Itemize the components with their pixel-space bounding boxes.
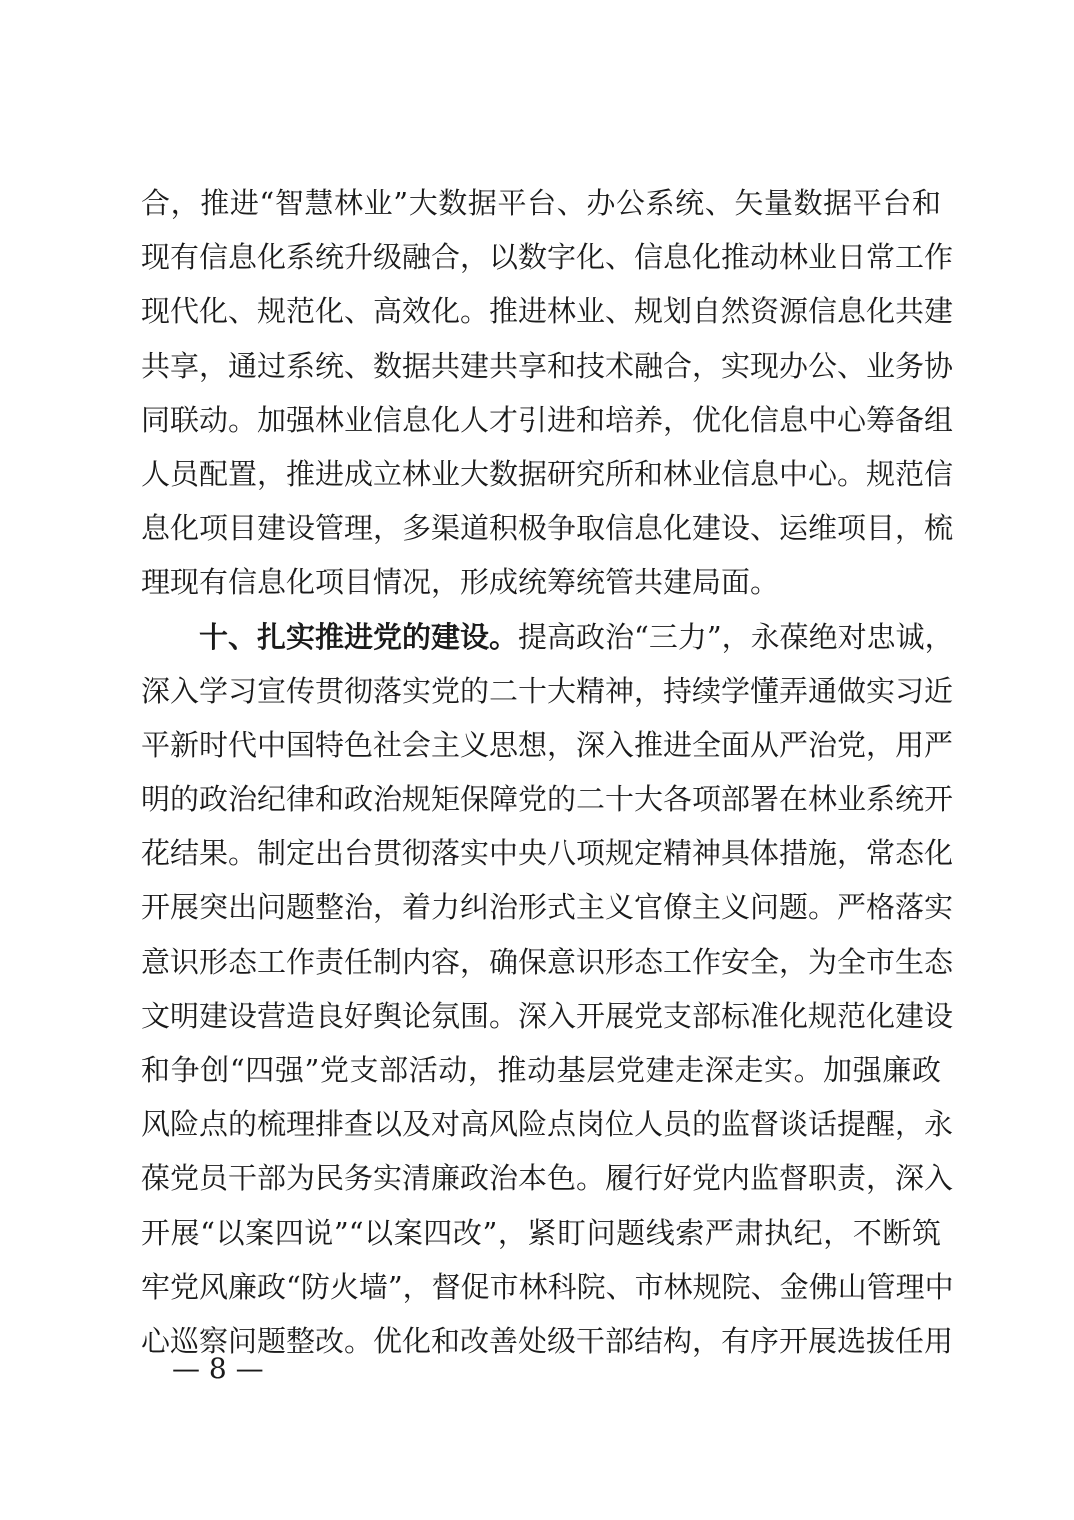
text-line: 文明建设营造良好舆论氛围。深入开展党支部标准化规范化建设: [141, 998, 954, 1033]
text-line: 葆党员干部为民务实清廉政治本色。履行好党内监督职责，深入: [141, 1161, 954, 1196]
text-line-with-heading: [141, 610, 954, 664]
text-line: 开展“以案四说”“以案四改”，紧盯问题线索严肃执纪，不断筑: [141, 1215, 941, 1250]
text-line: 同联动。加强林业信息化人才引进和培养，优化信息中心筹备组: [141, 402, 954, 437]
text-line: 现有信息化系统升级融合，以数字化、信息化推动林业日常工作: [141, 240, 954, 275]
page-number: — 8 —: [172, 1352, 264, 1385]
text-line: 风险点的梳理排查以及对高风险点岗位人员的监督谈话提醒，永: [141, 1107, 954, 1142]
heading-line-text: 提高政治“三力”，永葆绝对忠诚，: [518, 619, 954, 654]
text-line: 心巡察问题整改。优化和改善处级干部结构，有序开展选拔任用: [141, 1323, 954, 1358]
text-line: 明的政治纪律和政治规矩保障党的二十大各项部署在林业系统开: [141, 782, 954, 817]
text-line: 牢党风廉政“防火墙”，督促市林科院、市林规院、金佛山管理中: [141, 1269, 954, 1304]
text-line: 意识形态工作责任制内容，确保意识形态工作安全，为全市生态: [141, 944, 954, 979]
text-line: 和争创“四强”党支部活动，推动基层党建走深走实。加强廉政: [141, 1053, 941, 1087]
text-line: 人员配置，推进成立林业大数据研究所和林业信息中心。规范信: [141, 456, 954, 491]
text-line: 合，推进“智慧林业”大数据平台、办公系统、矢量数据平台和: [141, 186, 941, 220]
text-line: 开展突出问题整治，着力纠治形式主义官僚主义问题。严格落实: [141, 890, 954, 925]
text-line: 深入学习宣传贯彻落实党的二十大精神，持续学懂弄通做实习近: [141, 673, 954, 708]
text-line: 现代化、规范化、高效化。推进林业、规划自然资源信息化共建: [141, 294, 954, 329]
text-line: 理现有信息化项目情况，形成统筹统管共建局面。: [141, 565, 780, 600]
text-line: 息化项目建设管理，多渠道积极争取信息化建设、运维项目，梳: [141, 511, 954, 546]
body-text: [141, 176, 954, 1368]
section-heading: 十、扎实推进党的建设。: [199, 619, 519, 654]
text-line: 平新时代中国特色社会主义思想，深入推进全面从严治党，用严: [141, 727, 954, 762]
paragraph-2: [141, 610, 954, 1369]
text-line: 共享，通过系统、数据共建共享和技术融合，实现办公、业务协: [141, 348, 954, 383]
text-line: 花结果。制定出台贯彻落实中央八项规定精神具体措施，常态化: [141, 836, 954, 871]
paragraph-1: [141, 176, 954, 610]
